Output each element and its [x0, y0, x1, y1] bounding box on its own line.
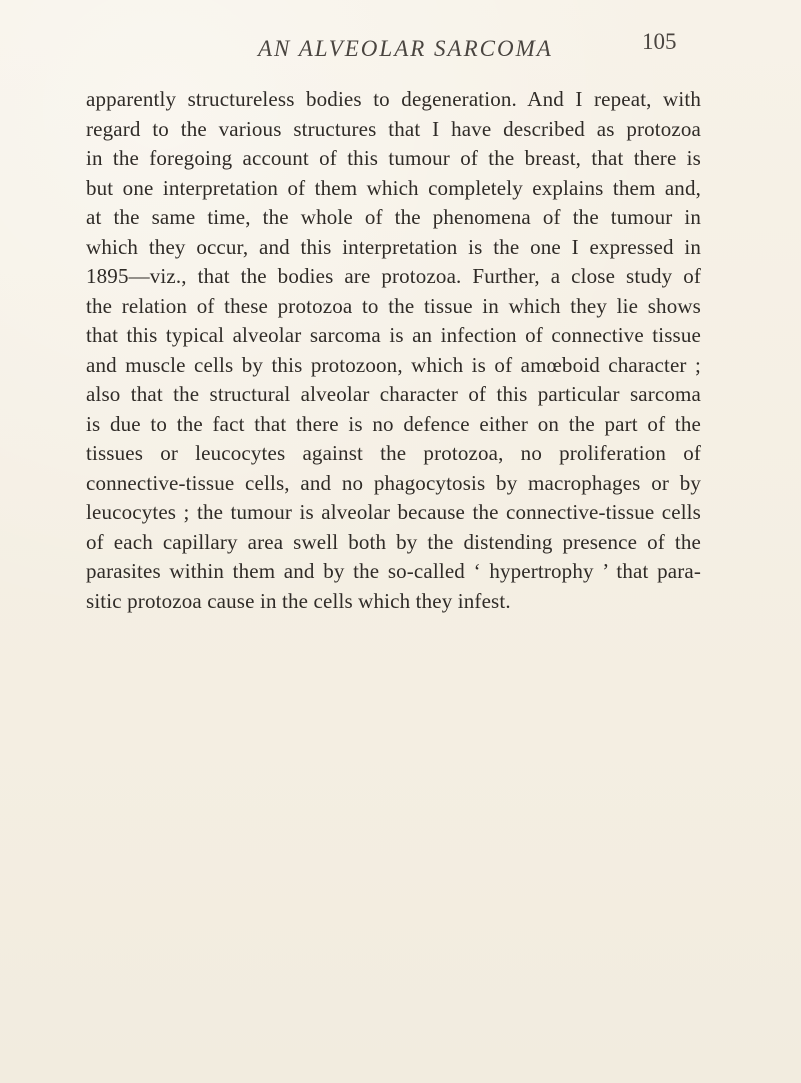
body-line: but one interpretation of them which completely explains them and, [86, 175, 701, 200]
body-line: is due to the fact that there is no defence either on the part of the [86, 411, 701, 436]
body-line: connective-tissue cells, and no phagocytosis by macrophages or by [86, 470, 701, 495]
running-title: AN ALVEOLAR SARCOMA [258, 36, 553, 61]
body-line: regard to the various structures that I have described as protozoa [86, 116, 701, 141]
body-line: of each capillary area swell both by the distending presence of the [86, 529, 701, 554]
body-paragraph [86, 85, 701, 616]
body-line: and muscle cells by this protozoon, which is of amœboid character ; [86, 352, 701, 377]
body-line: at the same time, the whole of the phenomena of the tumour in [86, 205, 701, 229]
body-line: parasites within them and by the so-called ‘ hypertrophy ’ that para- [86, 559, 701, 583]
body-line: also that the structural alveolar character of this particular sarcoma [86, 382, 701, 406]
page-header [0, 26, 801, 66]
body-line: sitic protozoa cause in the cells which they infest. [86, 588, 511, 613]
body-line: tissues or leucocytes against the protozoa, no proliferation of [86, 441, 701, 465]
body-line: which they occur, and this interpretation is the one I expressed in [86, 234, 701, 259]
page-number: 105 [642, 29, 677, 54]
body-line: in the foregoing account of this tumour of the breast, that there is [86, 146, 701, 170]
body-line: apparently structureless bodies to degeneration. And I repeat, with [86, 87, 701, 111]
body-line: the relation of these protozoa to the tissue in which they lie shows [86, 293, 701, 318]
body-line: leucocytes ; the tumour is alveolar because the connective-tissue cells [86, 500, 701, 524]
body-line: that this typical alveolar sarcoma is an infection of connective tissue [86, 323, 701, 347]
body-line: 1895—viz., that the bodies are protozoa. Further, a close study of [86, 264, 701, 288]
